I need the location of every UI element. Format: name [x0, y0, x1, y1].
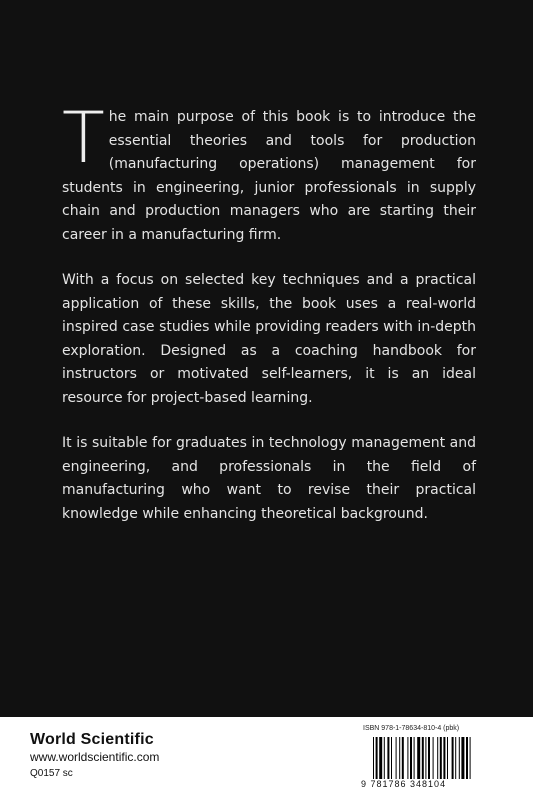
blurb-paragraph-1-text: he main purpose of this book is to introduce the essential theories and tools for production (manufacturing operations) management for students in engineering, junior professionals in supply chain and production managers who are starting their career in a manufacturing firm.	[62, 109, 476, 243]
barcode-bar	[452, 737, 454, 779]
barcode-bar	[443, 737, 445, 779]
barcode-bar	[470, 737, 471, 779]
product-code: Q0157 sc	[30, 768, 73, 779]
barcode-bar	[425, 737, 426, 779]
blurb-paragraph-3: It is suitable for graduates in technology management and engineering, and professionals in the field of manufacturing who want to revise their practical knowledge while enhancing theoretical background.	[62, 435, 476, 522]
barcode-bar	[387, 737, 389, 779]
blurb-paragraph-2: With a focus on selected key techniques and a practical application of these skills, the book uses a real-world inspired case studies while providing readers with in-depth exploration. Designed as a coaching handbook for instructors or motivated self-learners, it is an ideal resource for project-based learning.	[62, 272, 476, 406]
publisher-website: www.worldscientific.com	[30, 750, 160, 764]
barcode-digits: 9 781786 348104	[361, 779, 447, 789]
barcode-bar	[410, 737, 412, 779]
publisher-footer	[0, 717, 533, 800]
barcode-bar	[437, 737, 438, 779]
barcode-bar	[461, 737, 464, 779]
isbn-label: ISBN 978-1-78634-810-4 (pbk)	[363, 725, 460, 732]
barcode-bar	[384, 737, 385, 779]
barcode-bar	[373, 737, 374, 779]
barcode-bar	[391, 737, 392, 779]
barcode-bar	[433, 737, 434, 779]
barcode-bar	[428, 737, 430, 779]
barcode-bar	[440, 737, 442, 779]
barcode-bar	[376, 737, 378, 779]
isbn-barcode-block	[361, 725, 519, 795]
barcode-bar	[417, 737, 420, 779]
barcode-bar	[455, 737, 456, 779]
blurb-text	[62, 97, 476, 548]
blurb-paragraph-1	[62, 97, 476, 247]
barcode-bar	[466, 737, 468, 779]
barcode-bar	[402, 737, 404, 779]
publisher-name: World Scientific	[30, 731, 154, 748]
barcode-bar	[459, 737, 460, 779]
barcode-bar	[396, 737, 397, 779]
barcode-image	[371, 737, 513, 779]
barcode-bar	[399, 737, 400, 779]
barcode-bar	[422, 737, 424, 779]
barcode-bar	[447, 737, 448, 779]
barcode-bar	[407, 737, 408, 779]
barcode-bar	[414, 737, 415, 779]
barcode-bar	[379, 737, 382, 779]
drop-cap: T	[62, 97, 105, 179]
